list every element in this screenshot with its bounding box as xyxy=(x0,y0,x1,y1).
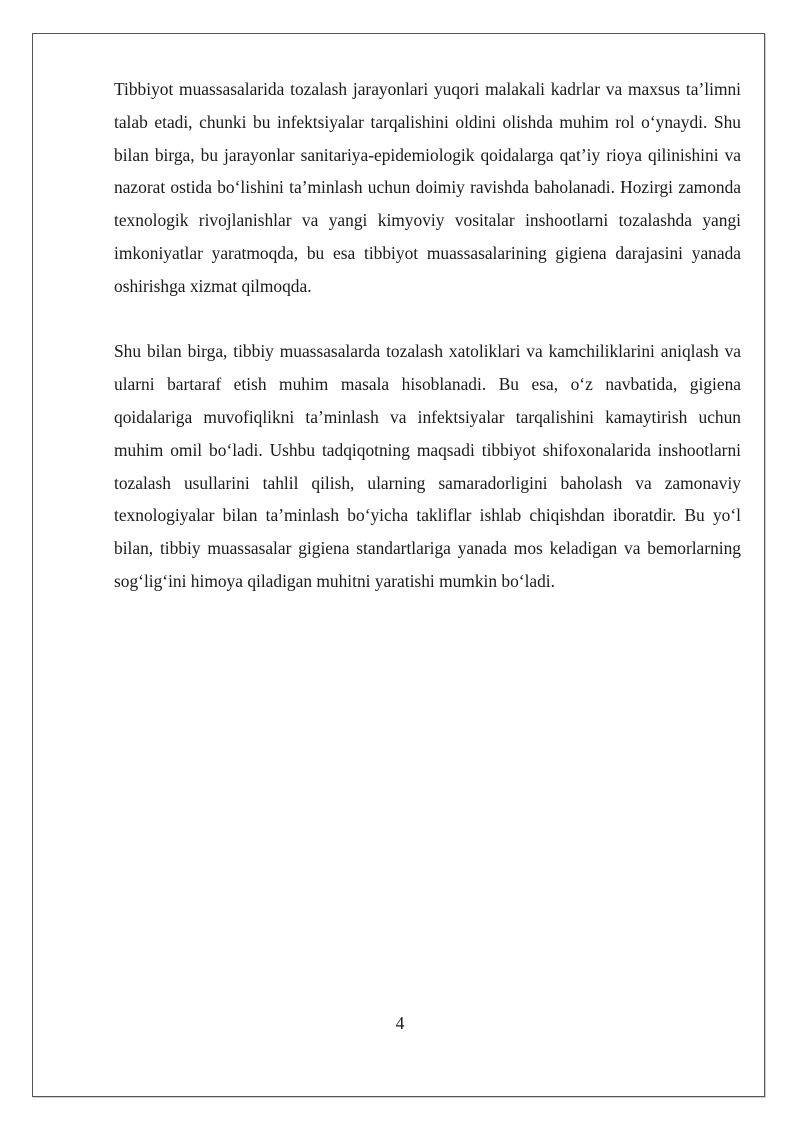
paragraph-1: Tibbiyot muassasalarida tozalash jarayonlari yuqori malakali kadrlar va maxsus ta’limni talab etadi, chunki bu infektsiyalar tarqalishini oldini olishda muhim rol o‘ynaydi. Shu bilan birga, bu jarayonlar sanitariya-epidemiologik qoidalarga qat’iy rioya qilinishini va nazorat ostida bo‘lishini ta’minlash uchun doimiy ravishda baholanadi. Hozirgi zamonda texnologik rivojlanishlar va yangi kimyoviy vositalar inshootlarni tozalashda yangi imkoniyatlar yaratmoqda, bu esa tibbiyot muassasalarining gigiena darajasini yanada oshirishga xizmat qilmoqda. xyxy=(114,79,741,296)
paragraph-2: Shu bilan birga, tibbiy muassasalarda tozalash xatoliklari va kamchiliklarini aniqlash va ularni bartaraf etish muhim masala hisoblanadi. Bu esa, o‘z navbatida, gigiena qoidalariga muvofiqlikni ta’minlash va infektsiyalar tarqalishini kamaytirish uchun muhim omil bo‘ladi. Ushbu tadqiqotning maqsadi tibbiyot shifoxonalarida inshootlarni tozalash usullarini tahlil qilish, ularning samaradorligini baholash va zamonaviy texnologiyalar bilan ta’minlash bo‘yicha takliflar ishlab chiqishdan iboratdir. Bu yo‘l bilan, tibbiy muassasalar gigiena standartlariga yanada mos keladigan va bemorlarning sog‘lig‘ini himoya qiladigan muhitni yaratishi mumkin bo‘ladi. xyxy=(114,341,741,591)
body-text xyxy=(114,73,741,631)
page-number: 4 xyxy=(395,1013,405,1033)
